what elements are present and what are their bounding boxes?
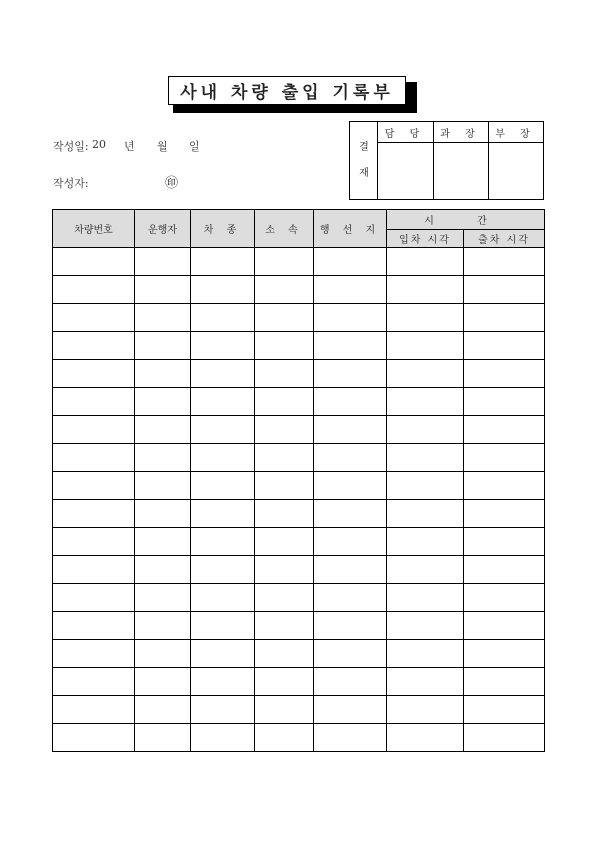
table-cell: [135, 500, 191, 528]
header-time: 시 간: [387, 210, 545, 230]
table-cell: [464, 416, 545, 444]
table-cell: [191, 276, 255, 304]
table-cell: [191, 360, 255, 388]
table-cell: [464, 612, 545, 640]
table-cell: [53, 444, 135, 472]
table-cell: [314, 668, 387, 696]
table-cell: [464, 528, 545, 556]
table-cell: [191, 304, 255, 332]
table-cell: [464, 584, 545, 612]
header-department: 소 속: [255, 210, 314, 248]
table-row: [53, 696, 545, 724]
table-cell: [255, 612, 314, 640]
table-body: [53, 248, 545, 752]
header-vehicle-type: 차 종: [191, 210, 255, 248]
date-month-label: 월: [157, 140, 168, 153]
approval-header-manager: 과 장: [433, 122, 488, 143]
table-cell: [387, 304, 464, 332]
table-cell: [464, 248, 545, 276]
table-header: [53, 210, 545, 248]
date-year-label: 년: [124, 140, 135, 153]
table-cell: [387, 360, 464, 388]
table-cell: [387, 696, 464, 724]
table-cell: [314, 444, 387, 472]
table-cell: [255, 640, 314, 668]
table-cell: [135, 248, 191, 276]
date-day-label: 일: [189, 140, 200, 153]
table-cell: [464, 724, 545, 752]
table-cell: [255, 556, 314, 584]
table-cell: [191, 612, 255, 640]
page-title: 사내 차량 출입 기록부: [168, 76, 406, 105]
table-cell: [255, 724, 314, 752]
table-row: [53, 304, 545, 332]
table-row: [53, 444, 545, 472]
table-cell: [464, 444, 545, 472]
table-cell: [191, 416, 255, 444]
table-cell: [464, 696, 545, 724]
table-cell: [53, 584, 135, 612]
table-cell: [255, 332, 314, 360]
table-cell: [387, 332, 464, 360]
table-cell: [314, 304, 387, 332]
table-cell: [387, 388, 464, 416]
table-cell: [53, 724, 135, 752]
table-cell: [53, 304, 135, 332]
table-cell: [387, 416, 464, 444]
table-cell: [53, 248, 135, 276]
table-cell: [135, 612, 191, 640]
table-cell: [464, 388, 545, 416]
header-exit-time: 출차 시각: [464, 230, 545, 248]
table-cell: [314, 724, 387, 752]
author-label: 작성자:: [53, 177, 89, 190]
table-cell: [255, 304, 314, 332]
table-row: [53, 612, 545, 640]
table-cell: [464, 640, 545, 668]
table-cell: [191, 696, 255, 724]
table-cell: [387, 584, 464, 612]
table-row: [53, 388, 545, 416]
table-cell: [191, 444, 255, 472]
table-cell: [135, 276, 191, 304]
table-cell: [314, 248, 387, 276]
table-row: [53, 332, 545, 360]
table-row: [53, 416, 545, 444]
table-cell: [53, 528, 135, 556]
table-cell: [387, 500, 464, 528]
table-cell: [53, 696, 135, 724]
table-row: [53, 724, 545, 752]
table-cell: [53, 556, 135, 584]
table-cell: [135, 668, 191, 696]
table-cell: [314, 556, 387, 584]
approval-side-label: [350, 122, 378, 199]
table-cell: [387, 612, 464, 640]
table-cell: [255, 528, 314, 556]
table-cell: [464, 556, 545, 584]
table-cell: [135, 724, 191, 752]
table-cell: [191, 332, 255, 360]
approval-box: [349, 121, 544, 200]
table-cell: [387, 472, 464, 500]
table-cell: [314, 472, 387, 500]
table-cell: [53, 388, 135, 416]
table-cell: [255, 276, 314, 304]
table-cell: [135, 332, 191, 360]
date-year-prefix: 20: [92, 138, 106, 151]
table-row: [53, 640, 545, 668]
header-driver: 운행자: [135, 210, 191, 248]
table-cell: [255, 248, 314, 276]
table-cell: [191, 388, 255, 416]
table-cell: [135, 528, 191, 556]
table-cell: [314, 276, 387, 304]
seal-mark: ㊞: [165, 176, 179, 191]
table-cell: [464, 472, 545, 500]
vehicle-log-table: [52, 209, 545, 752]
table-cell: [53, 276, 135, 304]
table-cell: [135, 696, 191, 724]
table-cell: [387, 556, 464, 584]
table-cell: [53, 472, 135, 500]
header-destination: 행 선 지: [314, 210, 387, 248]
table-cell: [191, 724, 255, 752]
table-cell: [387, 640, 464, 668]
table-cell: [191, 668, 255, 696]
table-cell: [53, 500, 135, 528]
table-cell: [53, 416, 135, 444]
table-cell: [387, 724, 464, 752]
header-entry-time: 입차 시각: [387, 230, 464, 248]
table-row: [53, 584, 545, 612]
table-cell: [135, 388, 191, 416]
table-cell: [314, 360, 387, 388]
approval-side-char: 재: [359, 167, 369, 179]
date-label: 작성일:: [53, 140, 89, 153]
table-cell: [135, 472, 191, 500]
table-cell: [135, 444, 191, 472]
table-cell: [255, 472, 314, 500]
table-cell: [464, 500, 545, 528]
table-cell: [464, 304, 545, 332]
table-cell: [314, 500, 387, 528]
table-cell: [191, 248, 255, 276]
approval-side-char: 결: [359, 141, 369, 153]
table-cell: [53, 612, 135, 640]
header-vehicle-number: 차량번호: [53, 210, 135, 248]
table-cell: [314, 416, 387, 444]
table-row: [53, 556, 545, 584]
table-cell: [135, 416, 191, 444]
table-cell: [255, 696, 314, 724]
table-row: [53, 248, 545, 276]
table-cell: [53, 640, 135, 668]
table-cell: [53, 332, 135, 360]
table-cell: [135, 360, 191, 388]
table-cell: [387, 444, 464, 472]
table-cell: [255, 416, 314, 444]
table-cell: [314, 388, 387, 416]
table-cell: [387, 668, 464, 696]
table-cell: [53, 360, 135, 388]
table-cell: [387, 276, 464, 304]
table-row: [53, 472, 545, 500]
approval-header-director: 부 장: [488, 122, 543, 143]
table-cell: [255, 668, 314, 696]
table-cell: [191, 584, 255, 612]
table-cell: [387, 248, 464, 276]
table-cell: [255, 388, 314, 416]
table-cell: [53, 668, 135, 696]
table-cell: [314, 528, 387, 556]
table-cell: [314, 640, 387, 668]
approval-header-staff: 담 당: [377, 122, 433, 143]
table-cell: [314, 612, 387, 640]
table-cell: [135, 584, 191, 612]
table-cell: [255, 444, 314, 472]
table-cell: [464, 276, 545, 304]
table-cell: [464, 360, 545, 388]
table-cell: [135, 304, 191, 332]
table-cell: [191, 500, 255, 528]
table-row: [53, 276, 545, 304]
table-cell: [135, 640, 191, 668]
table-cell: [314, 332, 387, 360]
table-row: [53, 500, 545, 528]
table-cell: [135, 556, 191, 584]
table-cell: [255, 360, 314, 388]
table-cell: [191, 528, 255, 556]
table-cell: [314, 696, 387, 724]
table-row: [53, 360, 545, 388]
table-cell: [191, 472, 255, 500]
table-cell: [314, 584, 387, 612]
table-cell: [191, 556, 255, 584]
table-cell: [255, 584, 314, 612]
table-row: [53, 668, 545, 696]
table-row: [53, 528, 545, 556]
table-cell: [191, 640, 255, 668]
table-cell: [387, 528, 464, 556]
table-cell: [464, 332, 545, 360]
table-cell: [464, 668, 545, 696]
table-cell: [255, 500, 314, 528]
